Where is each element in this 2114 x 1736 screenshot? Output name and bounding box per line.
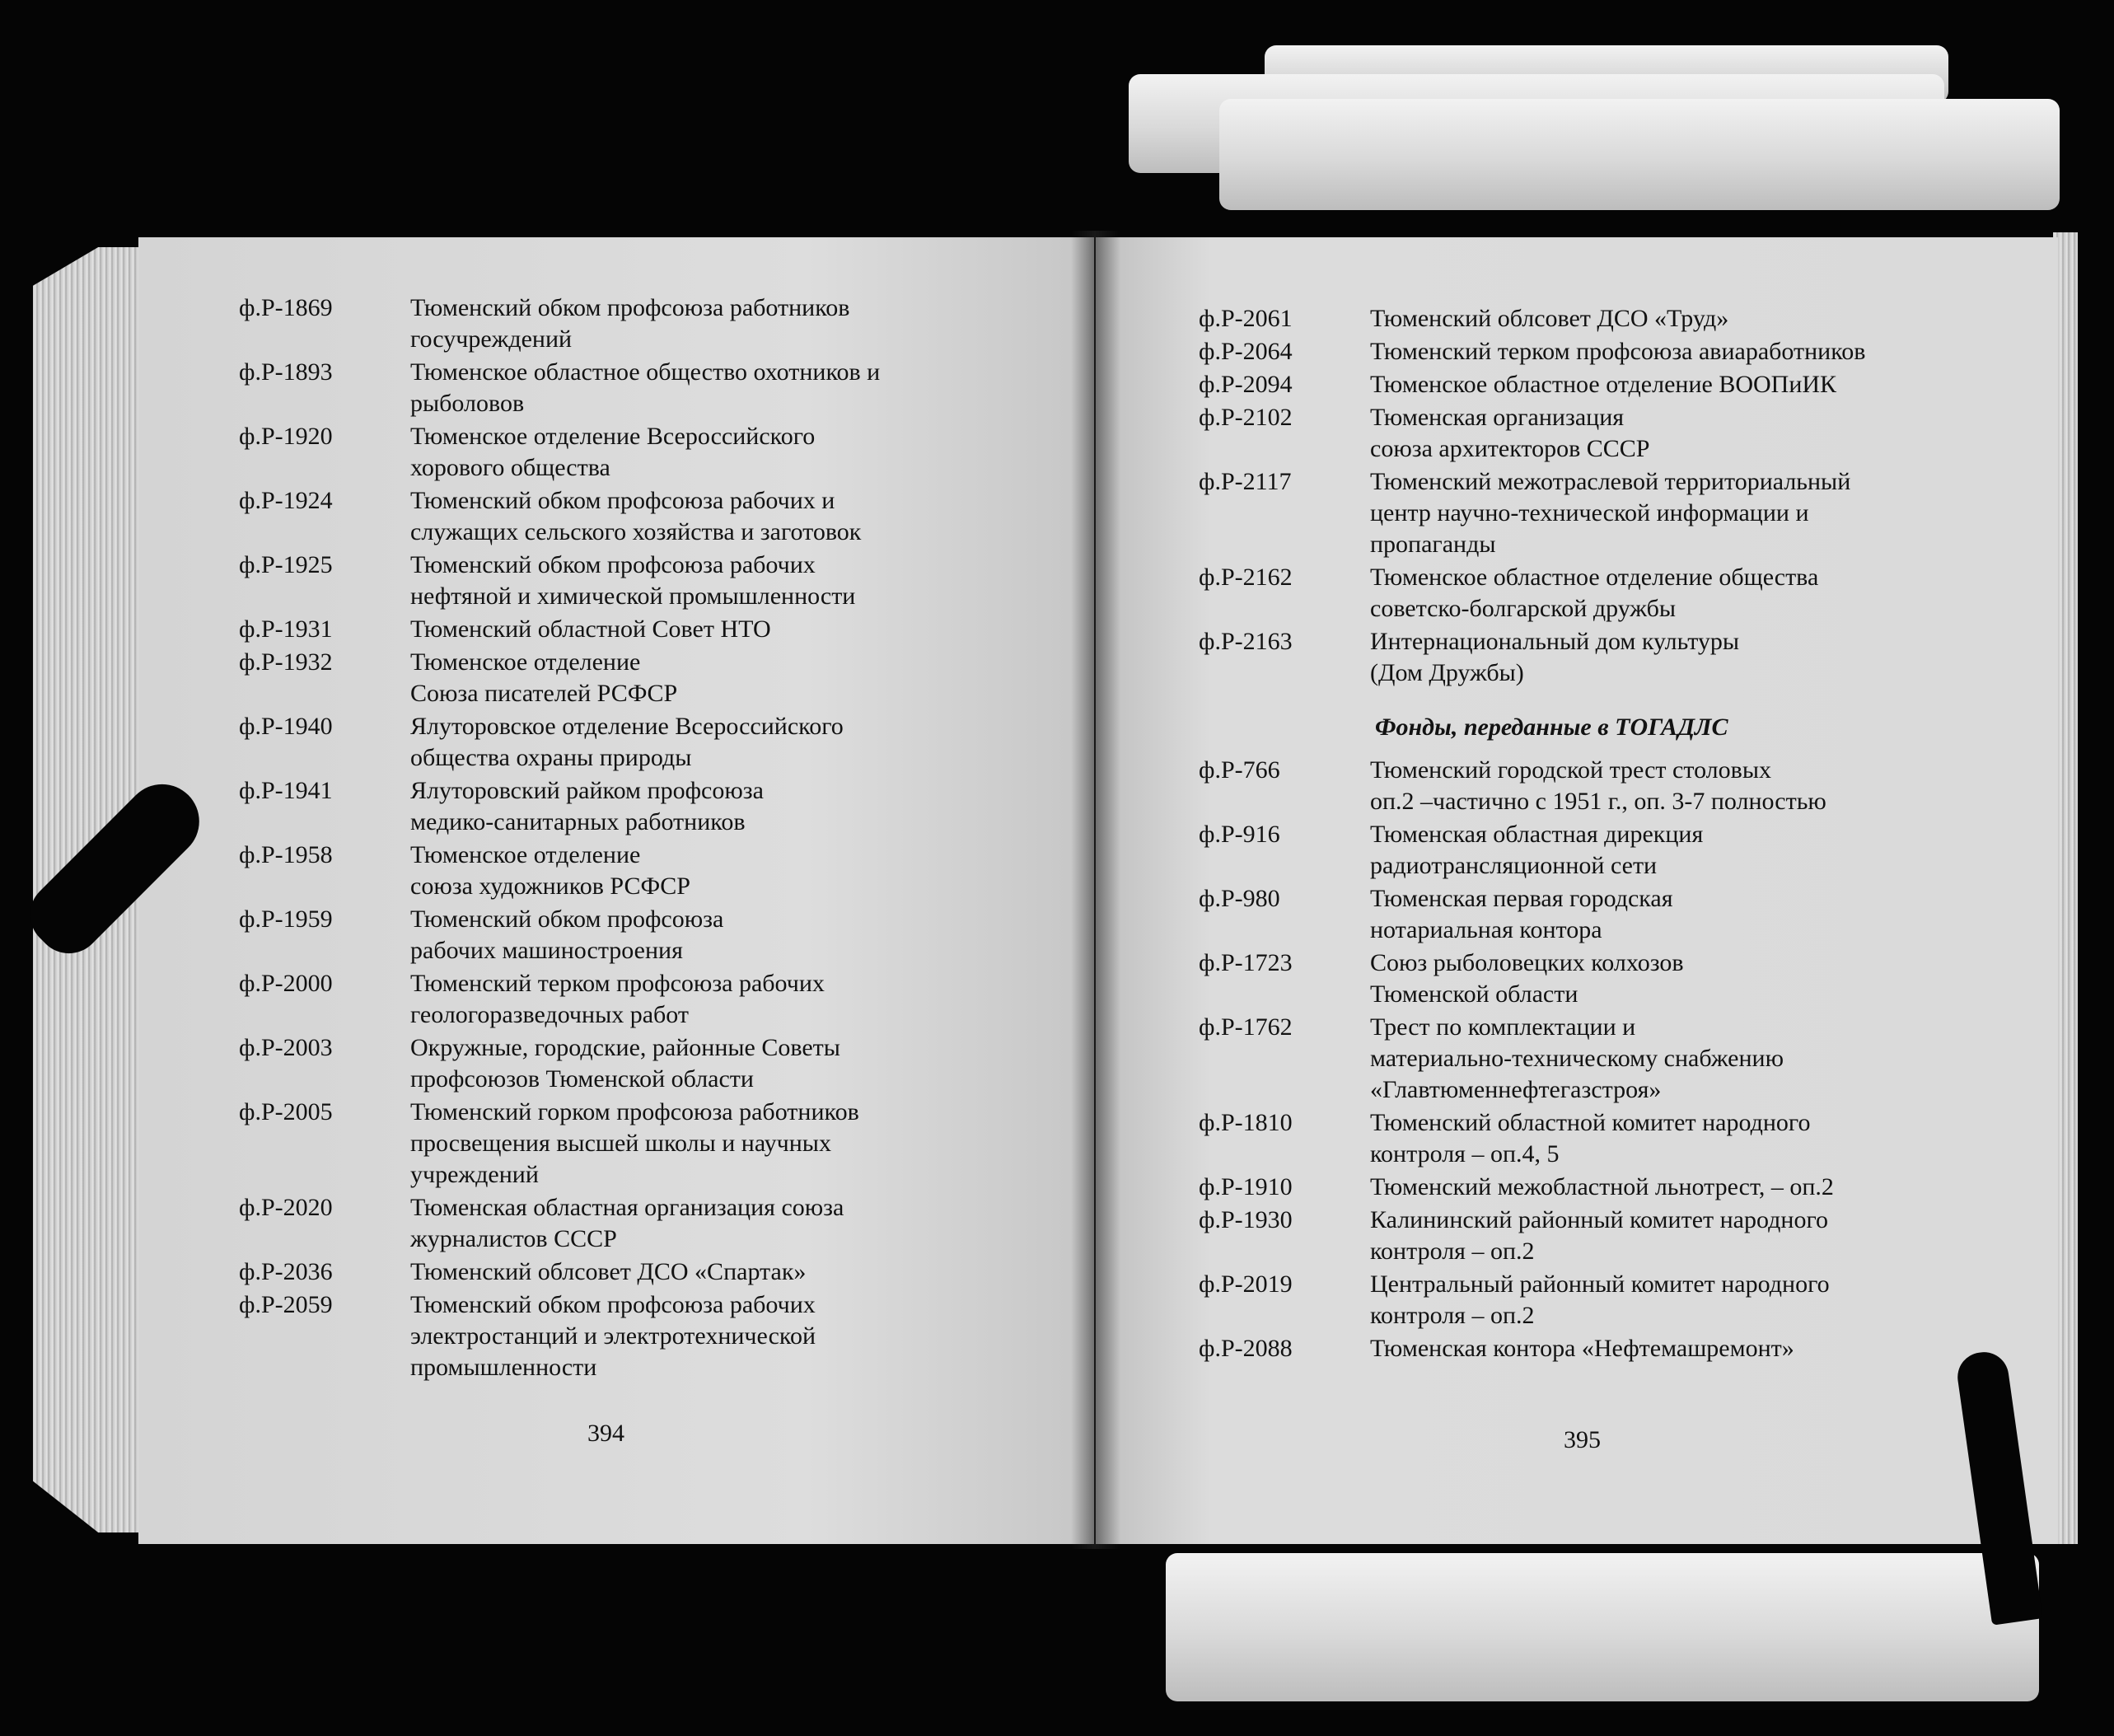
fund-code: ф.Р-2061 — [1199, 305, 1293, 332]
entry — [239, 647, 1079, 709]
fund-description: Тюменское областное отделение общества советско-болгарской дружбы — [1370, 564, 1819, 622]
fund-description: Ялуторовский райком профсоюза медико-санитарных работников — [410, 777, 764, 835]
entry — [1199, 402, 2056, 465]
fund-description: Тюменское областное общество охотников и рыболовов — [410, 358, 881, 417]
fund-description: Тюменский обком профсоюза рабочих электростанций и электротехнической промышленности — [410, 1291, 816, 1381]
foam-support-top-front — [1219, 99, 2060, 210]
entry — [1199, 1012, 2056, 1106]
entry — [1199, 303, 2056, 335]
fund-code: ф.Р-2162 — [1199, 564, 1293, 591]
fund-description: Тюменский облсовет ДСО «Спартак» — [410, 1258, 807, 1285]
entry — [1199, 1205, 2056, 1267]
entry — [239, 840, 1079, 902]
foam-support-bottom — [1166, 1553, 2039, 1701]
fund-code: ф.Р-2020 — [239, 1194, 333, 1221]
fund-code: ф.Р-2059 — [239, 1291, 333, 1318]
fund-code: ф.Р-2094 — [1199, 371, 1293, 398]
fund-description: Тюменский облсовет ДСО «Труд» — [1370, 305, 1729, 332]
fund-description: Тюменский областной Совет НТО — [410, 615, 771, 643]
fund-code: ф.Р-1931 — [239, 615, 333, 643]
fund-code: ф.Р-1869 — [239, 294, 333, 321]
fund-code: ф.Р-1920 — [239, 423, 333, 450]
fund-description: Ялуторовское отделение Всероссийского общества охраны природы — [410, 713, 844, 771]
entry — [239, 421, 1079, 484]
fund-code: ф.Р-916 — [1199, 821, 1280, 848]
fund-code: ф.Р-1925 — [239, 551, 333, 578]
right-page-number: 395 — [1564, 1426, 1601, 1453]
fund-description: Трест по комплектации и материально-техническому снабжению «Главтюменнефтегазстроя» — [1370, 1013, 1784, 1103]
entry — [1199, 1333, 2056, 1364]
entry — [239, 1097, 1079, 1191]
entry — [239, 775, 1079, 838]
fund-description: Тюменская областная дирекция радиотрансляционной сети — [1370, 821, 1704, 879]
entry — [239, 485, 1079, 548]
fund-code: ф.Р-1924 — [239, 487, 333, 514]
entry — [1199, 948, 2056, 1010]
fund-description: Тюменская контора «Нефтемашремонт» — [1370, 1335, 1794, 1362]
entry — [1199, 1172, 2056, 1203]
entry — [239, 550, 1079, 612]
fund-code: ф.Р-980 — [1199, 885, 1280, 912]
fund-code: ф.Р-2117 — [1199, 468, 1292, 495]
fund-description: Тюменское отделение союза художников РСФСР — [410, 841, 690, 900]
entry — [1199, 1269, 2056, 1331]
fund-code: ф.Р-1723 — [1199, 949, 1293, 976]
section-heading: Фонды, переданные в ТОГАДЛС — [1375, 714, 1728, 741]
fund-description: Тюменский обком профсоюза рабочих нефтяной и химической промышленности — [410, 551, 856, 610]
fund-code: ф.Р-1893 — [239, 358, 333, 386]
fund-description: Тюменский горком профсоюза работников просвещения высшей школы и научных учреждений — [410, 1098, 859, 1188]
fund-description: Тюменская организация союза архитекторов СССР — [1370, 404, 1650, 462]
entry — [239, 292, 1079, 355]
fund-description: Тюменский областной комитет народного контроля – оп.4, 5 — [1370, 1109, 1811, 1167]
fund-code: ф.Р-1910 — [1199, 1173, 1293, 1200]
fund-code: ф.Р-1762 — [1199, 1013, 1293, 1041]
entry — [1199, 369, 2056, 400]
entry — [1199, 819, 2056, 882]
entry — [1199, 755, 2056, 817]
fund-description: Тюменский межобластной льнотрест, – оп.2 — [1370, 1173, 1834, 1200]
fund-description: Центральный районный комитет народного контроля – оп.2 — [1370, 1270, 1830, 1329]
fund-code: ф.Р-766 — [1199, 756, 1280, 784]
fund-code: ф.Р-1930 — [1199, 1206, 1293, 1233]
fund-description: Тюменский терком профсоюза авиаработников — [1370, 338, 1866, 365]
entry — [1199, 562, 2056, 625]
fund-description: Тюменский межотраслевой территориальный центр научно-технической информации и пропаганды — [1370, 468, 1851, 558]
entry — [1199, 626, 2056, 689]
fund-description: Тюменский обком профсоюза рабочих машиностроения — [410, 905, 724, 964]
entry — [1199, 466, 2056, 560]
fund-description: Тюменская первая городская нотариальная контора — [1370, 885, 1673, 943]
fund-code: ф.Р-2088 — [1199, 1335, 1293, 1362]
fund-description: Тюменский обком профсоюза рабочих и служащих сельского хозяйства и заготовок — [410, 487, 862, 545]
fund-code: ф.Р-1941 — [239, 777, 333, 804]
fund-description: Тюменское отделение Союза писателей РСФСР — [410, 648, 678, 707]
entry — [239, 968, 1079, 1031]
fund-description: Калининский районный комитет народного контроля – оп.2 — [1370, 1206, 1829, 1265]
fund-code: ф.Р-2102 — [1199, 404, 1293, 431]
entry — [239, 1256, 1079, 1288]
fund-code: ф.Р-2064 — [1199, 338, 1293, 365]
fund-code: ф.Р-2003 — [239, 1034, 333, 1061]
entry — [1199, 1107, 2056, 1170]
fund-description: Тюменский терком профсоюза рабочих геологоразведочных работ — [410, 970, 825, 1028]
fund-code: ф.Р-1932 — [239, 648, 333, 676]
fund-code: ф.Р-2036 — [239, 1258, 333, 1285]
fund-code: ф.Р-2000 — [239, 970, 333, 997]
fund-description: Тюменский городской трест столовых оп.2 –частично с 1951 г., оп. 3-7 полностью — [1370, 756, 1826, 815]
fund-description: Тюменская областная организация союза журналистов СССР — [410, 1194, 844, 1252]
entry — [239, 711, 1079, 774]
left-page-number: 394 — [587, 1420, 624, 1447]
entry — [239, 1289, 1079, 1383]
fund-description: Тюменское областное отделение ВООПиИК — [1370, 371, 1837, 398]
fund-code: ф.Р-2163 — [1199, 628, 1293, 655]
fund-description: Интернациональный дом культуры (Дом Дружбы) — [1370, 628, 1740, 686]
entry — [239, 614, 1079, 645]
fund-description: Тюменское отделение Всероссийского хорового общества — [410, 423, 816, 481]
fund-code: ф.Р-2019 — [1199, 1270, 1293, 1298]
fund-code: ф.Р-1958 — [239, 841, 333, 868]
right-page-entry-list — [1199, 303, 2056, 1366]
fund-description: Окружные, городские, районные Советы профсоюзов Тюменской области — [410, 1034, 840, 1093]
fund-description: Тюменский обком профсоюза работников госучреждений — [410, 294, 850, 353]
fund-code: ф.Р-1940 — [239, 713, 333, 740]
entry — [1199, 883, 2056, 946]
left-page-entry-list — [239, 292, 1079, 1385]
fund-description: Союз рыболовецких колхозов Тюменской области — [1370, 949, 1684, 1008]
entry — [239, 904, 1079, 966]
entry — [239, 1192, 1079, 1255]
fund-code: ф.Р-1810 — [1199, 1109, 1293, 1136]
entry — [239, 1032, 1079, 1095]
entry — [1199, 336, 2056, 367]
fund-code: ф.Р-2005 — [239, 1098, 333, 1125]
fund-code: ф.Р-1959 — [239, 905, 333, 933]
entry — [239, 357, 1079, 419]
